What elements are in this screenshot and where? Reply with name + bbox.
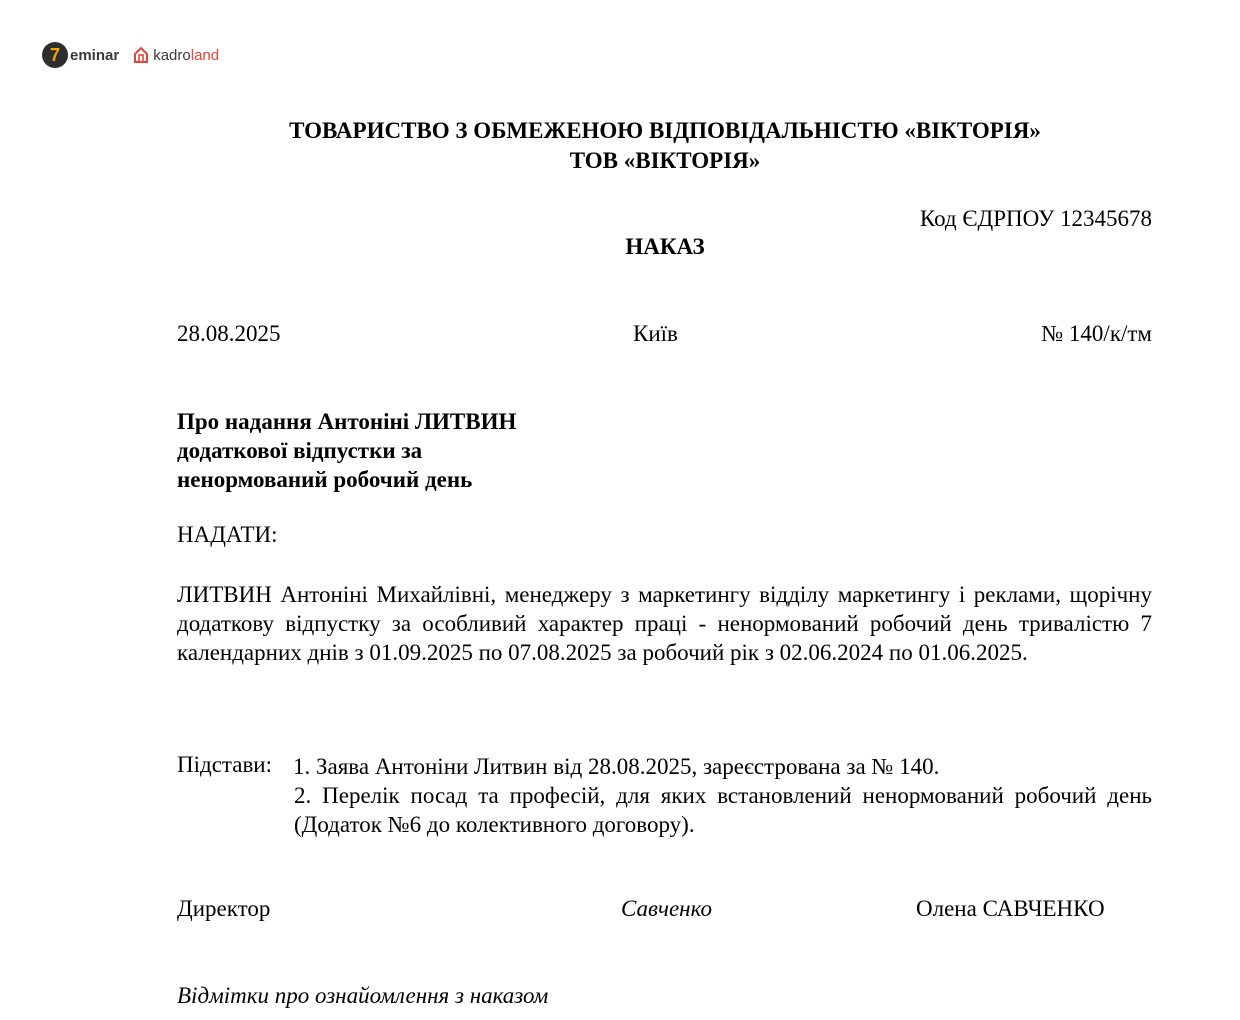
- order-subject: [177, 407, 516, 494]
- company-full-name: ТОВАРИСТВО З ОБМЕЖЕНОЮ ВІДПОВІДАЛЬНІСТЮ «ВІКТОРІЯ»: [289, 118, 1041, 143]
- logos: [42, 38, 219, 72]
- grounds-label: Підстави:: [177, 752, 273, 777]
- subject-line: ненормований робочий день: [177, 467, 473, 492]
- handwritten-signature: Савченко: [621, 896, 712, 921]
- seminar-logo: [42, 42, 119, 68]
- subject-line: Про надання Антоніні ЛИТВИН: [177, 409, 517, 434]
- seminar-logo-text: eminar: [70, 46, 120, 64]
- acknowledgement-note: Відмітки про ознайомлення з наказом: [177, 983, 549, 1008]
- kadroland-house-icon: [133, 46, 149, 64]
- order-number: № 140/к/тм: [1041, 321, 1152, 346]
- edrpou-code: Код ЄДРПОУ 12345678: [919, 206, 1152, 231]
- order-date: 28.08.2025: [177, 321, 281, 346]
- signatory-name: Олена САВЧЕНКО: [916, 896, 1105, 921]
- subject-line: додаткової відпустки за: [177, 438, 423, 463]
- order-body-text: ЛИТВИН Антоніні Михайлівні, менеджеру з маркетингу відділу маркетингу і реклами, щорічну додаткову відпустку за особливий характер праці - ненормований робочий день тривалістю 7 календарних днів з 01.09.2025 по 07.08.2025 за робочий рік з 02.06.2024 по 01.06.2025.: [177, 582, 1152, 665]
- grounds-item-2: 2. Перелік посад та професій, для яких встановлений ненормований робочий день (Додаток №6 до колективного договору).: [294, 783, 1152, 837]
- directive: НАДАТИ:: [177, 522, 278, 547]
- kadroland-text-part2: land: [190, 46, 220, 64]
- signature-position: Директор: [177, 896, 271, 921]
- order-city: Київ: [633, 321, 678, 346]
- kadroland-logo: [133, 46, 219, 64]
- seminar-logo-mark: 7: [42, 42, 68, 68]
- kadroland-text-part1: kadro: [153, 46, 191, 64]
- order-title: НАКАЗ: [625, 234, 705, 259]
- company-short-name: ТОВ «ВІКТОРІЯ»: [569, 148, 761, 173]
- grounds-item-1: 1. Заява Антоніни Литвин від 28.08.2025, зареєстрована за № 140.: [293, 754, 940, 779]
